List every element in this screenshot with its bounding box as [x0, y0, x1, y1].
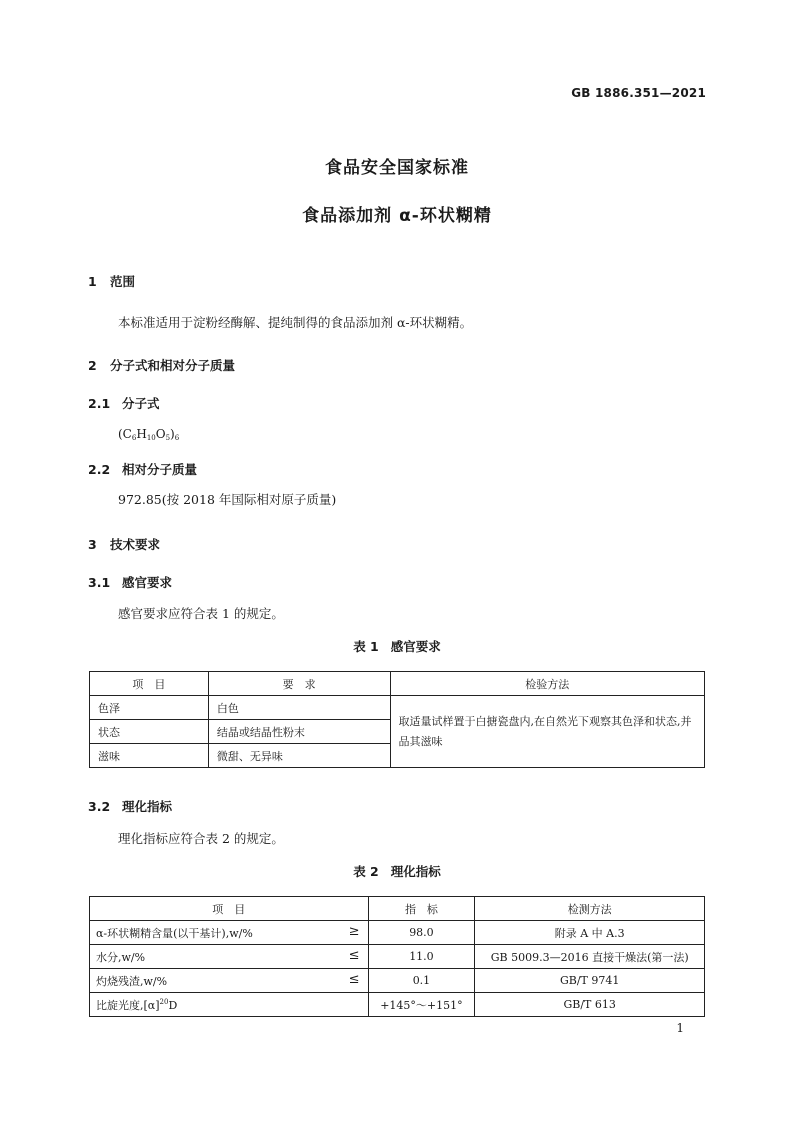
- table-cell-method: GB/T 613: [475, 993, 705, 1017]
- section-1-text: 本标准适用于淀粉经酶解、提纯制得的食品添加剂 α-环状糊精。: [118, 315, 473, 330]
- molecular-weight-text: 972.85(按 2018 年国际相对原子质量): [118, 492, 337, 507]
- table-cell-item: [90, 993, 369, 1017]
- item-label-end: D: [168, 998, 178, 1012]
- table-header-row: [90, 897, 705, 921]
- header-cell: 检测方法: [475, 897, 705, 921]
- section-number: 2.2: [88, 462, 111, 477]
- table-cell-value: 98.0: [368, 921, 475, 945]
- table-cell-value: 0.1: [368, 969, 475, 993]
- header-cell: 检验方法: [390, 672, 704, 696]
- section-3-1-heading: [88, 573, 172, 591]
- table-number: 表 1: [353, 639, 379, 654]
- section-number: 2.1: [88, 396, 111, 411]
- formula-part: ): [170, 427, 175, 441]
- table-cell: 滋味: [90, 744, 209, 768]
- table-row: [90, 921, 705, 945]
- formula-subscript: 6: [174, 434, 180, 442]
- table-cell: 白色: [208, 696, 390, 720]
- section-title: 分子式: [122, 396, 160, 411]
- header-cell: 项 目: [90, 672, 209, 696]
- section-3-1-text: 感官要求应符合表 1 的规定。: [118, 606, 284, 621]
- table-title: 感官要求: [390, 639, 441, 654]
- table-header-row: [90, 672, 705, 696]
- table-cell-item: [90, 969, 369, 993]
- table-2-physicochemical: [89, 896, 705, 1017]
- table-number: 表 2: [353, 864, 379, 879]
- formula-subscript: 6: [131, 434, 137, 442]
- section-2-1-heading: [88, 394, 160, 412]
- table-cell-value: +145°～+151°: [368, 993, 475, 1017]
- comparison-symbol: ≥: [348, 923, 360, 939]
- main-title: 食品安全国家标准: [325, 158, 469, 178]
- standard-code: GB 1886.351—2021: [571, 86, 706, 100]
- formula-subscript: 5: [165, 434, 171, 442]
- table-title: 理化指标: [390, 864, 441, 879]
- table-row: [90, 696, 705, 720]
- sub-title: 食品添加剂 α-环状糊精: [302, 206, 492, 226]
- table-row: [90, 993, 705, 1017]
- table-cell: 色泽: [90, 696, 209, 720]
- table-cell-method: GB/T 9741: [475, 969, 705, 993]
- section-number: 3.1: [88, 575, 111, 590]
- comparison-symbol: ≤: [348, 947, 360, 963]
- formula-part: (C: [118, 427, 132, 441]
- table-cell: 微甜、无异味: [208, 744, 390, 768]
- section-title: 感官要求: [122, 575, 173, 590]
- formula-part: H: [136, 427, 147, 441]
- section-2-2-heading: [88, 460, 197, 478]
- formula-subscript: 10: [146, 434, 156, 442]
- table-cell-value: 11.0: [368, 945, 475, 969]
- page-number: 1: [676, 1021, 684, 1035]
- section-1-heading: [88, 272, 135, 290]
- table-cell: 状态: [90, 720, 209, 744]
- table-cell: 结晶或结晶性粉末: [208, 720, 390, 744]
- item-label: 水分,w/%: [96, 950, 146, 964]
- formula-part: O: [155, 427, 166, 441]
- section-title: 理化指标: [122, 799, 173, 814]
- section-number: 1: [88, 274, 97, 289]
- table-row: [90, 969, 705, 993]
- item-label: α-环状糊精含量(以干基计),w/%: [96, 926, 253, 940]
- table-row: [90, 945, 705, 969]
- table-cell-item: [90, 921, 369, 945]
- section-title: 分子式和相对分子质量: [110, 358, 236, 373]
- section-number: 2: [88, 358, 97, 373]
- item-superscript: 20: [159, 997, 169, 1006]
- section-3-heading: [88, 535, 160, 553]
- table-2-caption: [0, 862, 794, 880]
- section-number: 3: [88, 537, 97, 552]
- section-title: 技术要求: [110, 537, 161, 552]
- item-label: 比旋光度,[α]: [96, 998, 160, 1012]
- section-title: 范围: [110, 274, 136, 289]
- table-cell-method: 取适量试样置于白搪瓷盘内,在自然光下观察其色泽和状态,并品其滋味: [390, 696, 704, 768]
- table-cell-method: 附录 A 中 A.3: [475, 921, 705, 945]
- table-cell-item: [90, 945, 369, 969]
- table-cell-method: GB 5009.3—2016 直接干燥法(第一法): [475, 945, 705, 969]
- section-title: 相对分子质量: [122, 462, 198, 477]
- header-cell: 项 目: [90, 897, 369, 921]
- comparison-symbol: ≤: [348, 971, 360, 987]
- section-3-2-heading: [88, 797, 172, 815]
- section-2-heading: [88, 356, 235, 374]
- item-label: 灼烧残渣,w/%: [96, 974, 168, 988]
- section-3-2-text: 理化指标应符合表 2 的规定。: [118, 831, 284, 846]
- header-cell: 指 标: [368, 897, 475, 921]
- table-1-caption: [0, 637, 794, 655]
- header-cell: 要 求: [208, 672, 390, 696]
- section-number: 3.2: [88, 799, 111, 814]
- table-1-sensory: [89, 671, 705, 768]
- molecular-formula: [118, 427, 179, 442]
